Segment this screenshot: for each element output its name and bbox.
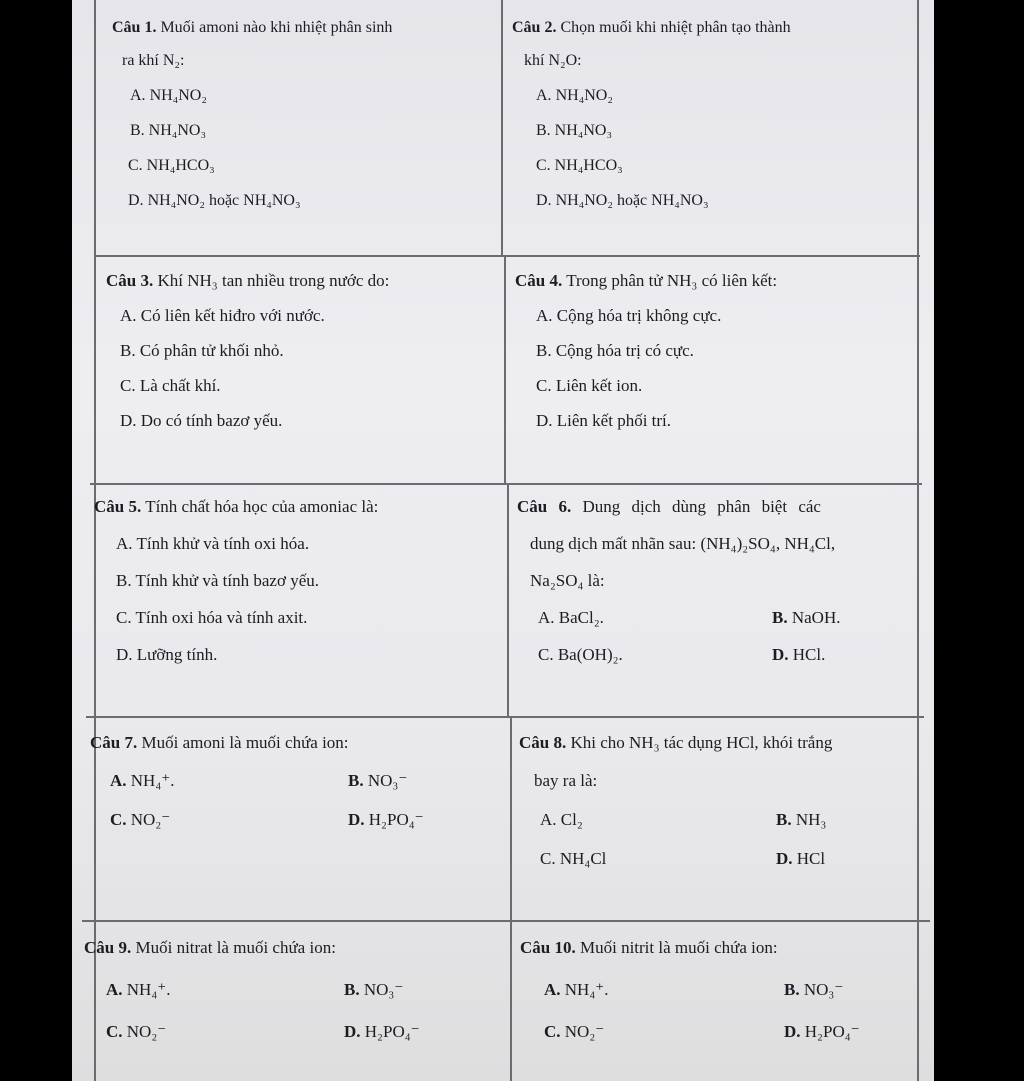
question-number: Câu 6. xyxy=(517,497,572,516)
question-stem: dung dịch mất nhãn sau: (NH₄)₂SO₄, NH₄Cl, xyxy=(530,534,836,553)
row-divider xyxy=(86,716,924,718)
question-number: Câu 1. xyxy=(112,19,157,36)
question-stem: Muối nitrit là muối chứa ion: xyxy=(579,938,778,957)
question-number: Câu 9. xyxy=(84,938,132,957)
option-a: A. NH₄NO₂ xyxy=(536,87,613,104)
question-stem: Chọn muối khi nhiệt phân tạo thành xyxy=(560,19,791,36)
question-number: Câu 4. xyxy=(515,271,563,290)
question-stem: khí N₂O: xyxy=(524,52,582,69)
question-stem: Na₂SO₄ là: xyxy=(530,571,605,590)
option-c: C. NH₄HCO₃ xyxy=(536,157,623,174)
option-d: D. Liên kết phối trí. xyxy=(536,411,672,430)
option-b: B. NH₄NO₃ xyxy=(536,122,613,139)
option-d: D. H₂PO₄⁻ xyxy=(784,1022,860,1041)
question-stem: Tính chất hóa học của amoniac là: xyxy=(145,497,379,516)
worksheet-page xyxy=(72,0,934,1081)
option-b: B. NH₃ xyxy=(776,810,827,829)
option-d: D. Do có tính bazơ yếu. xyxy=(120,411,283,430)
question-stem: Trong phân tử NH₃ có liên kết: xyxy=(566,271,778,290)
option-b: B. NO₃⁻ xyxy=(348,771,408,790)
option-d: D. NH₄NO₂ hoặc NH₄NO₃ xyxy=(536,192,709,209)
option-c: C. NO₂⁻ xyxy=(106,1022,167,1041)
option-c: C. Liên kết ion. xyxy=(536,376,643,395)
row-divider xyxy=(82,920,930,922)
option-c: C. Ba(OH)₂. xyxy=(538,645,623,664)
option-a: A. Cộng hóa trị không cực. xyxy=(536,306,722,325)
option-a: A. NH₄NO₂ xyxy=(130,87,207,104)
option-d: D. HCl xyxy=(776,849,826,868)
left-border xyxy=(94,0,96,1081)
option-b: B. NaOH. xyxy=(772,608,841,627)
option-d: D. NH₄NO₂ hoặc NH₄NO₃ xyxy=(128,192,301,209)
option-b: B. NH₄NO₃ xyxy=(130,122,207,139)
question-stem: bay ra là: xyxy=(534,771,598,790)
option-a: A. NH₄⁺. xyxy=(106,980,171,999)
question-stem: Muối nitrat là muối chứa ion: xyxy=(135,938,336,957)
question-stem: Khi cho NH₃ tác dụng HCl, khói trắng xyxy=(570,733,833,752)
option-d: D. Lưỡng tính. xyxy=(116,645,218,664)
option-d: D. H₂PO₄⁻ xyxy=(348,810,424,829)
question-number: Câu 8. xyxy=(519,733,567,752)
option-a: A. BaCl₂. xyxy=(538,608,604,627)
column-divider xyxy=(507,485,509,717)
option-a: A. Có liên kết hiđro với nước. xyxy=(120,306,325,325)
question-stem: Muối amoni là muối chứa ion: xyxy=(141,733,349,752)
column-divider xyxy=(504,255,506,485)
question-number: Câu 2. xyxy=(512,19,557,36)
option-a: A. NH₄⁺. xyxy=(110,771,175,790)
option-c: C. Là chất khí. xyxy=(120,376,221,395)
option-a: A. Cl₂ xyxy=(540,810,583,829)
option-d: D. H₂PO₄⁻ xyxy=(344,1022,420,1041)
option-a: A. NH₄⁺. xyxy=(544,980,609,999)
option-a: A. Tính khử và tính oxi hóa. xyxy=(116,534,310,553)
option-b: B. Có phân tử khối nhỏ. xyxy=(120,341,284,360)
column-divider xyxy=(510,717,512,1081)
row-divider xyxy=(90,483,922,485)
option-d: D. HCl. xyxy=(772,645,826,664)
option-b: B. Cộng hóa trị có cực. xyxy=(536,341,694,360)
right-border xyxy=(917,0,919,1081)
question-stem: Muối amoni nào khi nhiệt phân sinh xyxy=(160,19,393,36)
column-divider xyxy=(501,0,503,255)
option-c: C. NH₄HCO₃ xyxy=(128,157,215,174)
option-b: B. Tính khử và tính bazơ yếu. xyxy=(116,571,319,590)
question-number: Câu 5. xyxy=(94,497,142,516)
option-c: C. Tính oxi hóa và tính axit. xyxy=(116,608,308,627)
option-b: B. NO₃⁻ xyxy=(784,980,844,999)
question-number: Câu 7. xyxy=(90,733,138,752)
question-number: Câu 10. xyxy=(520,938,576,957)
row-divider xyxy=(94,255,920,257)
question-stem: Dung dịch dùng phân biệt các xyxy=(582,497,821,516)
option-c: C. NH₄Cl xyxy=(540,849,607,868)
option-c: C. NO₂⁻ xyxy=(110,810,171,829)
option-b: B. NO₃⁻ xyxy=(344,980,404,999)
question-number: Câu 3. xyxy=(106,271,154,290)
question-stem: ra khí N₂: xyxy=(122,52,185,69)
question-stem: Khí NH₃ tan nhiều trong nước do: xyxy=(157,271,390,290)
option-c: C. NO₂⁻ xyxy=(544,1022,605,1041)
